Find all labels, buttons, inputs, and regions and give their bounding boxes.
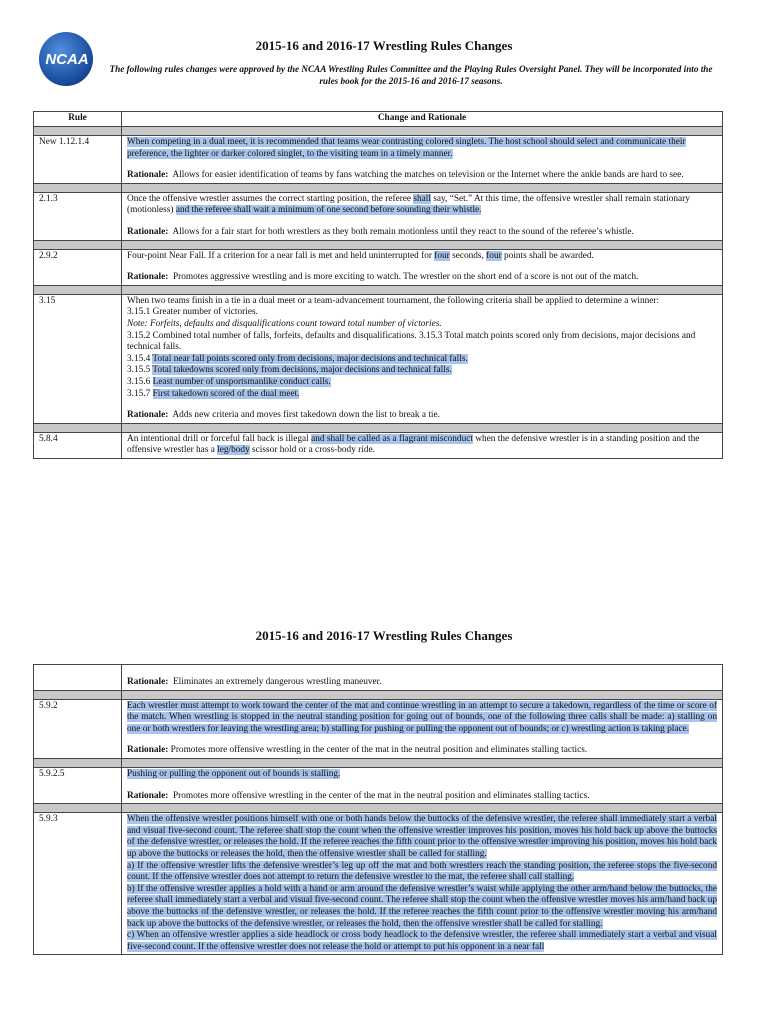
rules-table-page1 <box>33 111 723 459</box>
table-row <box>34 665 723 691</box>
text: Once the offensive wrestler assumes the correct starting position, the referee <box>127 193 414 204</box>
highlighted-text: four <box>486 250 502 261</box>
separator-row <box>34 423 723 432</box>
rule-number: 2.9.2 <box>34 249 122 285</box>
rule-change <box>122 432 723 458</box>
separator-row <box>34 183 723 192</box>
logo-text: NCAA <box>45 51 89 68</box>
text: say, “Set.” At this time, the offensive wrestler shall remain stationary (motionless) <box>127 193 690 216</box>
separator-row <box>34 690 723 699</box>
rationale-label: Rationale: <box>127 170 169 181</box>
text: seconds, <box>449 250 487 261</box>
table-row <box>34 813 723 955</box>
rationale-text: Allows for easier identification of teams by fans watching the matches on television or the Internet where the ankle bands are hard to see. <box>172 170 684 181</box>
text: Four-point Near Fall. If a criterion for a near fall is met and held uninterrupted for <box>127 250 435 261</box>
rationale-label: Rationale: <box>127 790 169 801</box>
rule-number-empty <box>34 665 122 691</box>
rationale-label: Rationale: <box>127 272 169 283</box>
rule-number: 5.9.2 <box>34 699 122 758</box>
col-change-header: Change and Rationale <box>122 112 723 127</box>
table-row <box>34 249 723 285</box>
table-row <box>34 192 723 240</box>
rule-number: 5.9.3 <box>34 813 122 955</box>
rationale-text: Promotes more offensive wrestling in the center of the mat in the neutral position and eliminates stalling tactics. <box>172 790 590 801</box>
highlighted-text: and the referee shall wait a minimum of one second before sounding their whistle. <box>175 205 482 216</box>
page-title: 2015-16 and 2016-17 Wrestling Rules Changes <box>255 38 513 53</box>
rule-change <box>122 699 723 758</box>
rationale-text: Allows for a fair start for both wrestlers as they both remain motionless until they react to the sound of the referee’s whistle. <box>172 226 634 237</box>
rationale-label: Rationale: <box>127 410 169 421</box>
rule-number: 2.1.3 <box>34 192 122 240</box>
text: When two teams finish in a tie in a dual meet or a team-advancement tournament, the following criteria shall be applied to determine a winner: <box>127 295 660 306</box>
highlighted-text: When the offensive wrestler positions himself with one or both hands below the buttocks of the defensive wrestler, the referee shall immediately start a verbal and visual five-second count. The referee shall stop the count when the offensive wrestler improves his position, moves his hold back up above the buttocks of the defensive wrestler, or releases the hold. If the referee reaches the fifth count prior to the offensive wrestler improving his position, moves his hold back up above the buttocks or releases the hold, then the offensive wrestler shall be called for stalling. <box>127 814 717 859</box>
table-row <box>34 294 723 423</box>
text: scissor hold or a cross-body ride. <box>249 445 375 456</box>
rule-change <box>122 249 723 285</box>
note-text: Note: Forfeits, defaults and disqualifications count toward total number of victories. <box>127 318 442 329</box>
rule-number: 5.9.2.5 <box>34 767 122 803</box>
table-row <box>34 432 723 458</box>
highlighted-text: shall <box>413 193 431 204</box>
rules-table-page2 <box>33 664 723 955</box>
text: 3.15.5 <box>127 365 153 376</box>
text: 3.15.2 Combined total number of falls, forfeits, defaults and disqualifications. 3.15.3 Total match points scored only from decisions, major decisions and technical falls. <box>127 330 696 353</box>
text: 3.15.1 Greater number of victories. <box>127 307 258 318</box>
separator-row <box>34 240 723 249</box>
rule-number: New 1.12.1.4 <box>34 136 122 184</box>
highlighted-text: Least number of unsportsmanlike conduct calls. <box>152 376 331 387</box>
highlighted-text: b) If the offensive wrestler applies a hold with a hand or arm around the defensive wrestler’s waist while applying the other arm/hand below the buttocks, the referee shall immediately start a verbal and visual five-second count. The referee shall stop the count when the offensive wrestler moves his arm/hand back up above the buttocks of the defensive wrestler, or releases the hold. If the referee reaches the fifth count prior to the offensive wrestler moving his arm/hand back up above the buttocks of the defensive wrestler, or releases the hold, then the offensive wrestler shall be called for stalling. <box>127 883 717 929</box>
highlighted-text: Total near fall points scored only from decisions, major decisions and technical falls. <box>152 353 468 364</box>
highlighted-text: Each wrestler must attempt to work toward the center of the mat and continue wrestling in an attempt to secure a takedown, regardless of the time or score of the match. When wrestling is stopped in the neutral standing position for going out of bounds, one of the following three calls shall be made: a) stalling on one or both wrestlers for leaving the wrestling area; b) stalling for pushing or pulling the opponent out of bounds; or c) wrestling action is taking place. <box>127 700 717 734</box>
text: points shall be awarded. <box>501 250 594 261</box>
highlighted-text: When competing in a dual meet, it is recommended that teams wear contrasting colored singlets. The host school should select and communicate their preference, the lighter or darker colored singlet, to the visiting team in a timely manner. <box>127 137 686 159</box>
rule-number: 5.8.4 <box>34 432 122 458</box>
rationale-label: Rationale: <box>127 745 169 756</box>
page2-title: 2015-16 and 2016-17 Wrestling Rules Changes <box>255 628 513 643</box>
rationale-text: Adds new criteria and moves first takedown down the list to break a tie. <box>172 410 440 421</box>
rule-change <box>122 813 723 955</box>
rationale-text: Promotes aggressive wrestling and is more exciting to watch. The wrestler on the short end of a score is not out of the match. <box>172 272 639 283</box>
rule-change <box>122 192 723 240</box>
highlighted-text: a) If the offensive wrestler lifts the defensive wrestler’s leg up off the mat and both wrestlers reach the standing position, the referee stops the five-second count. If the offensive wrestler does not attempt to return the defensive wrestler to the mat, the referee shall call stalling. <box>127 860 717 883</box>
text: An intentional drill or forceful fall back is illegal <box>127 433 312 444</box>
rationale-label: Rationale: <box>127 677 169 687</box>
rule-change <box>122 665 723 691</box>
text: when the defensive wrestler is in a standing position and the offensive wrestler has a <box>127 433 700 456</box>
text: 3.15.4 <box>127 353 153 364</box>
rationale-text: Promotes more offensive wrestling in the center of the mat in the neutral position and eliminates stalling tactics. <box>170 745 588 756</box>
text: 3.15.7 <box>127 388 153 399</box>
rule-change <box>122 136 723 184</box>
separator-row <box>34 127 723 136</box>
highlighted-text: four <box>434 250 450 261</box>
table-row <box>34 767 723 803</box>
separator-row <box>34 285 723 294</box>
separator-row <box>34 804 723 813</box>
col-rule-header: Rule <box>34 112 122 127</box>
rationale-text: Eliminates an extremely dangerous wrestling maneuver. <box>172 677 382 687</box>
highlighted-text: c) When an offensive wrestler applies a side headlock or cross body headlock to the defensive wrestler, the referee shall immediately start a verbal and visual five-second count. If the offensive wrestler does not release the hold or attempt to put his opponent in a near fall <box>127 930 717 952</box>
table-row <box>34 136 723 184</box>
table-row <box>34 699 723 758</box>
separator-row <box>34 758 723 767</box>
table-header-row <box>34 112 723 127</box>
highlighted-text: Total takedowns scored only from decisions, major decisions and technical falls. <box>152 365 452 376</box>
highlighted-text: Pushing or pulling the opponent out of bounds is stalling. <box>127 768 341 779</box>
highlighted-text: leg/body <box>217 445 250 456</box>
rule-change <box>122 294 723 423</box>
text: 3.15.6 <box>127 376 153 387</box>
rationale-label: Rationale: <box>127 226 169 237</box>
intro-text: The following rules changes were approved by the NCAA Wrestling Rules Committee and the Playing Rules Oversight Panel. They will be incorporated into the rules book for the 2015-16 and 2016-17 seasons. <box>109 64 713 86</box>
highlighted-text: and shall be called as a flagrant misconduct <box>311 433 473 444</box>
rule-change <box>122 767 723 803</box>
highlighted-text: First takedown scored of the dual meet. <box>152 388 300 399</box>
rule-number: 3.15 <box>34 294 122 423</box>
